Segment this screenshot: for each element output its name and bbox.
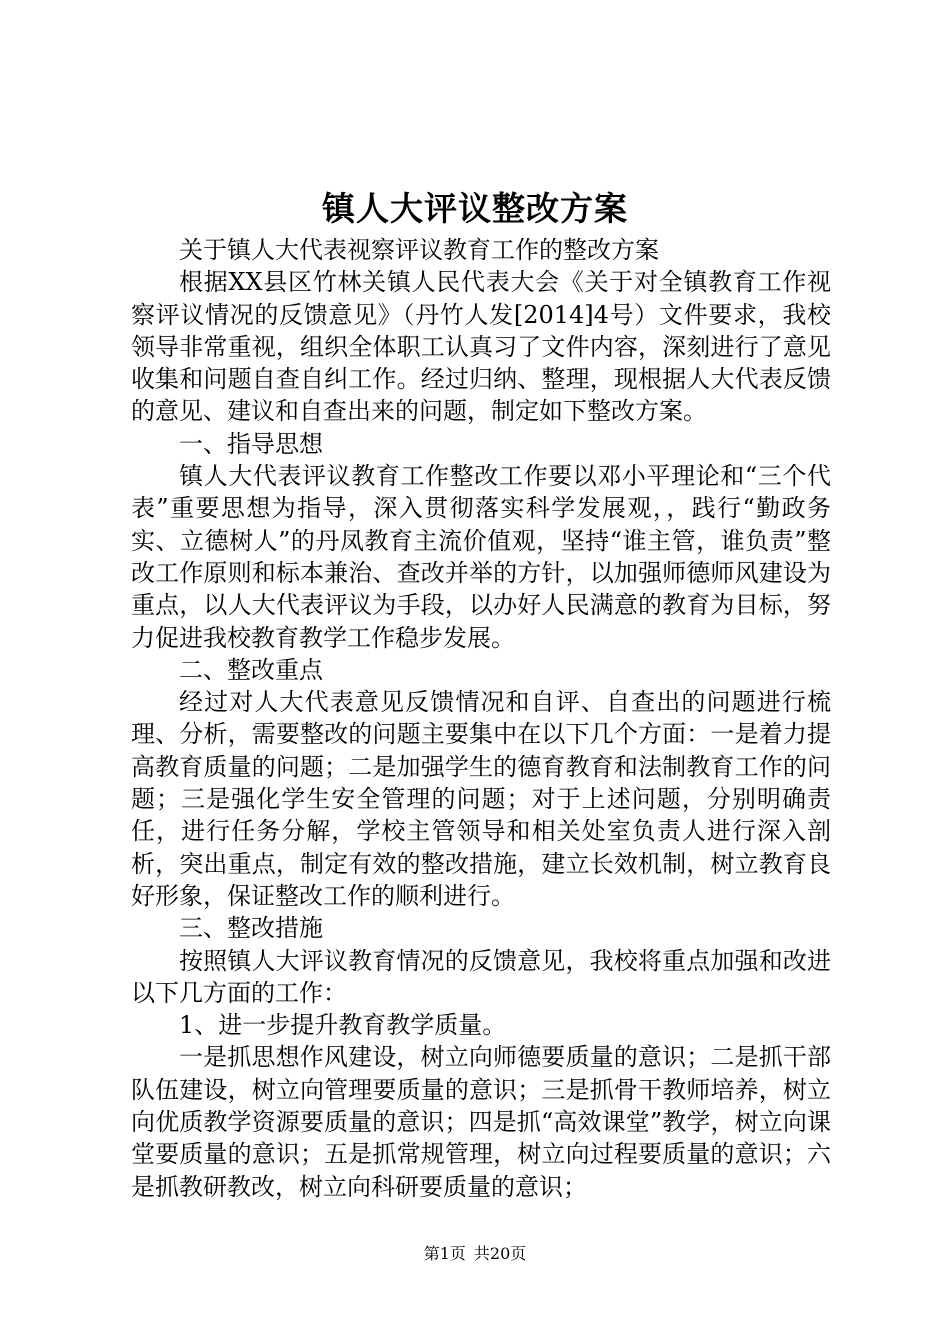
- rectification-focus-paragraph: 经过对人大代表意见反馈情况和自评、自查出的问题进行梳理、分析，需要整改的问题主要集中在以下几个方面：一是着力提高教育质量的问题；二是加强学生的德育教育和法制教育工作的问题；三是强化学生安全管理的问题；对于上述问题，分别明确责任，进行任务分解，学校主管领导和相关处室负责人进行深入剖析，突出重点，制定有效的整改措施，建立长效机制，树立教育良好形象，保证整改工作的顺利进行。: [131, 688, 831, 910]
- measure-item-1-paragraph: 一是抓思想作风建设，树立向师德要质量的意识；二是抓干部队伍建设，树立向管理要质量的意识；三是抓骨干教师培养，树立向优质教学资源要质量的意识；四是抓“高效课堂”教学，树立向课堂要质量的意识；五是抓常规管理，树立向过程要质量的意识；六是抓教研教改，树立向科研要质量的意识；: [131, 1043, 831, 1201]
- section-heading-rectification-measures: 三、整改措施: [179, 914, 323, 943]
- page-number: 第1页: [423, 1244, 466, 1263]
- page-footer: [0, 1242, 950, 1266]
- page-total: 共20页: [473, 1244, 527, 1263]
- section-heading-guiding-thought: 一、指导思想: [179, 429, 323, 458]
- guiding-thought-paragraph: 镇人大代表评议教育工作整改工作要以邓小平理论和“三个代表”重要思想为指导，深入贯彻落实科学发展观，，践行“勤政务实、立德树人”的丹凤教育主流价值观，坚持“谁主管，谁负责”整改工作原则和标本兼治、查改并举的方针，以加强师德师风建设为重点，以人大代表评议为手段，以办好人民满意的教育为目标，努力促进我校教育教学工作稳步发展。: [131, 462, 831, 652]
- document-body: [131, 234, 831, 1203]
- section-heading-rectification-focus: 二、整改重点: [179, 655, 323, 684]
- measure-item-1-heading: 1、进一步提升教育教学质量。: [179, 1011, 507, 1040]
- subtitle-paragraph: 关于镇人大代表视察评议教育工作的整改方案: [179, 236, 659, 264]
- measures-intro-paragraph: 按照镇人大评议教育情况的反馈意见，我校将重点加强和改进以下几方面的工作：: [131, 946, 831, 1007]
- intro-paragraph: 根据XX县区竹林关镇人民代表大会《关于对全镇教育工作视察评议情况的反馈意见》（丹竹人发[2014]4号）文件要求，我校领导非常重视，组织全体职工认真习了文件内容，深刻进行了意见收集和问题自查自纠工作。经过归纳、整理，现根据人大代表反馈的意见、建议和自查出来的问题，制定如下整改方案。: [131, 268, 831, 426]
- document-title: 镇人大评议整改方案: [322, 189, 628, 228]
